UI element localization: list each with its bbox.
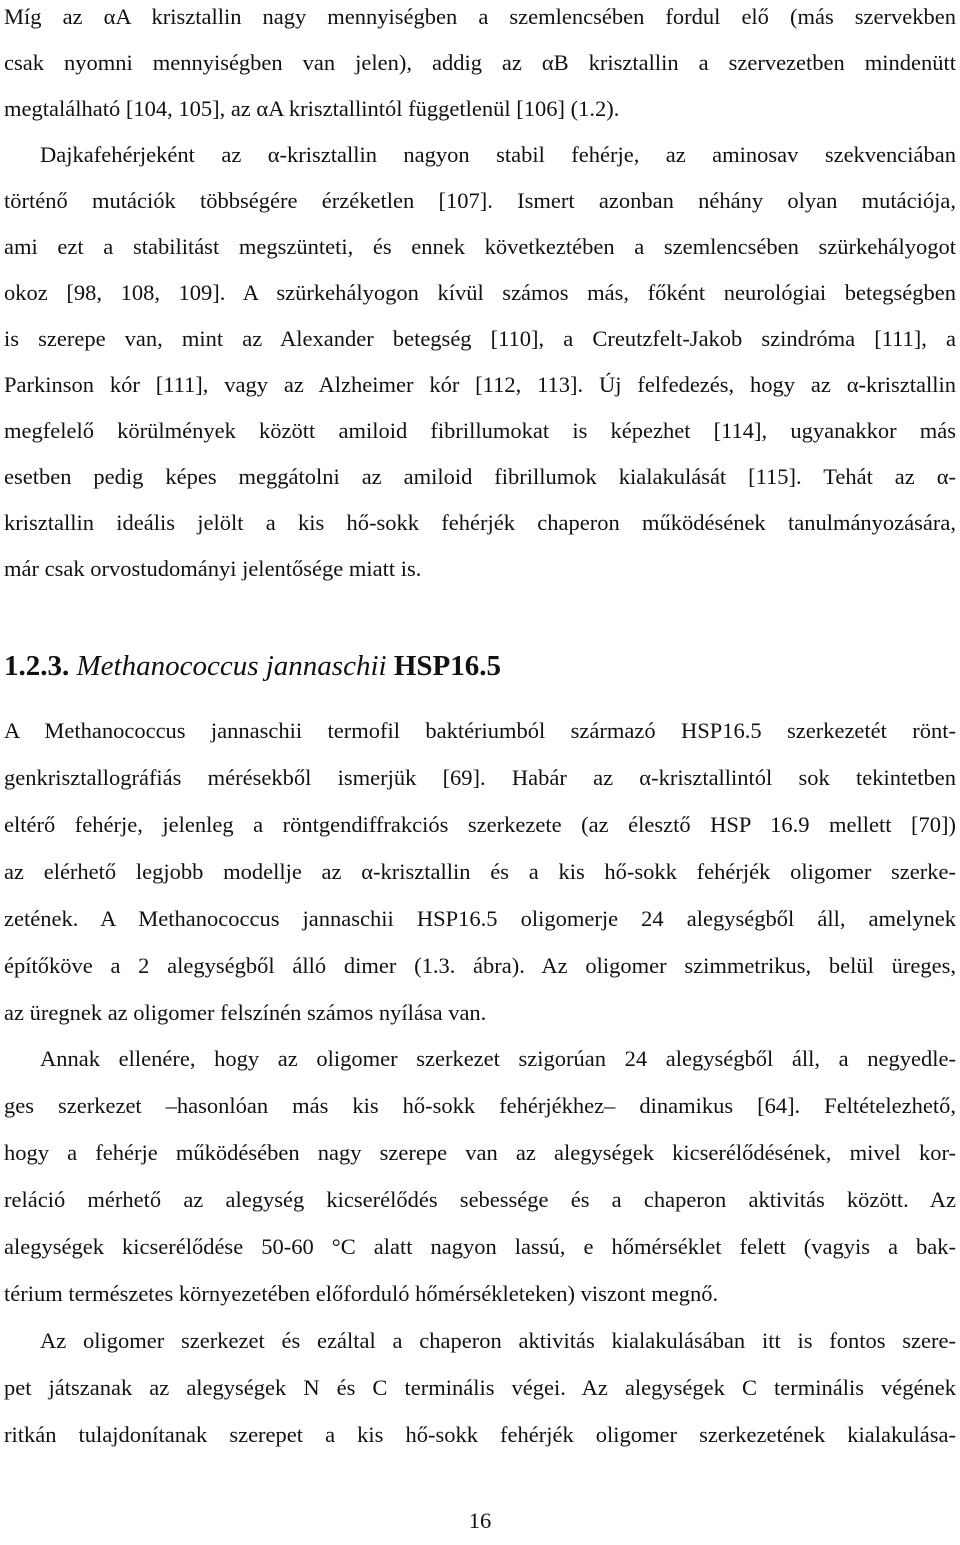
section-species: Methanococcus jannaschii: [76, 650, 387, 682]
text-line: már csak orvostudományi jelentősége miatt is.: [4, 556, 422, 581]
section-heading: [4, 648, 501, 684]
text-line: Parkinson kór [111], vagy az Alzheimer kór [112, 113]. Új felfedezés, hogy az α-krisztallin: [4, 372, 956, 397]
text-line: Dajkafehérjeként az α-krisztallin nagyon stabil fehérje, az aminosav szekvenciában: [40, 142, 956, 167]
text-line: reláció mérhető az alegység kicserélődés sebessége és a chaperon aktivitás között. Az: [4, 1187, 956, 1212]
text-line: A Methanococcus jannaschii termofil baktériumból származó HSP16.5 szerkezetét rönt-: [4, 718, 956, 743]
text-line: Míg az αA krisztallin nagy mennyiségben a szemlencsében fordul elő (más szervekben: [4, 4, 956, 29]
text-line: krisztallin ideális jelölt a kis hő-sokk fehérjék chaperon működésének tanulmányozására,: [4, 510, 956, 535]
text-line: genkrisztallográfiás mérésekből ismerjük [69]. Habár az α-krisztallintól sok tekintetben: [4, 765, 956, 790]
text-line: alegységek kicserélődése 50-60 °C alatt nagyon lassú, e hőmérséklet felett (vagyis a bak-: [4, 1234, 956, 1259]
text-line: térium természetes környezetében előforduló hőmérsékleteken) viszont megnő.: [4, 1281, 719, 1306]
text-line: ami ezt a stabilitást megszünteti, és ennek következtében a szemlencsében szürkehályogot: [4, 234, 956, 259]
text-line: is szerepe van, mint az Alexander betegség [110], a Creutzfelt-Jakob szindróma [111], a: [4, 326, 956, 351]
text-line: Annak ellenére, hogy az oligomer szerkezet szigorúan 24 alegységből áll, a negyedle-: [40, 1046, 956, 1071]
text-line: pet játszanak az alegységek N és C terminális végei. Az alegységek C terminális végének: [4, 1375, 956, 1400]
text-line: csak nyomni mennyiségben van jelen), addig az αB krisztallin a szervezetben mindenütt: [4, 50, 956, 75]
text-line: ritkán tulajdonítanak szerepet a kis hő-sokk fehérjék oligomer szerkezetének kialakulása-: [4, 1422, 956, 1447]
text-line: eltérő fehérje, jelenleg a röntgendiffrakciós szerkezete (az élesztő HSP 16.9 mellett [70]): [4, 812, 956, 837]
text-line: az elérhető legjobb modellje az α-krisztallin és a kis hő-sokk fehérjék oligomer szerke-: [4, 859, 956, 884]
section-protein: HSP16.5: [393, 650, 501, 682]
text-line: okoz [98, 108, 109]. A szürkehályogon kívül számos más, főként neurológiai betegségben: [4, 280, 956, 305]
text-line: megtalálható [104, 105], az αA krisztallintól függetlenül [106] (1.2).: [4, 96, 620, 121]
page-number: 16: [468, 1508, 492, 1533]
text-line: az üregnek az oligomer felszínén számos nyílása van.: [4, 1000, 487, 1025]
text-line: hogy a fehérje működésében nagy szerepe van az alegységek kicserélődésének, mivel kor-: [4, 1140, 956, 1165]
text-line: Az oligomer szerkezet és ezáltal a chaperon aktivitás kialakulásában itt is fontos szere-: [40, 1328, 956, 1353]
text-line: zetének. A Methanococcus jannaschii HSP16.5 oligomerje 24 alegységből áll, amelynek: [4, 906, 956, 931]
text-line: építőköve a 2 alegységből álló dimer (1.3. ábra). Az oligomer szimmetrikus, belül üreges,: [4, 953, 956, 978]
section-number: 1.2.3.: [4, 650, 70, 682]
text-line: megfelelő körülmények között amiloid fibrillumokat is képezhet [114], ugyanakkor más: [4, 418, 956, 443]
text-line: esetben pedig képes meggátolni az amiloid fibrillumok kialakulását [115]. Tehát az α-: [4, 464, 956, 489]
text-line: ges szerkezet –hasonlóan más kis hő-sokk fehérjékhez– dinamikus [64]. Feltételezhető,: [4, 1093, 956, 1118]
text-line: történő mutációk többségére érzéketlen [107]. Ismert azonban néhány olyan mutációja,: [4, 188, 956, 213]
